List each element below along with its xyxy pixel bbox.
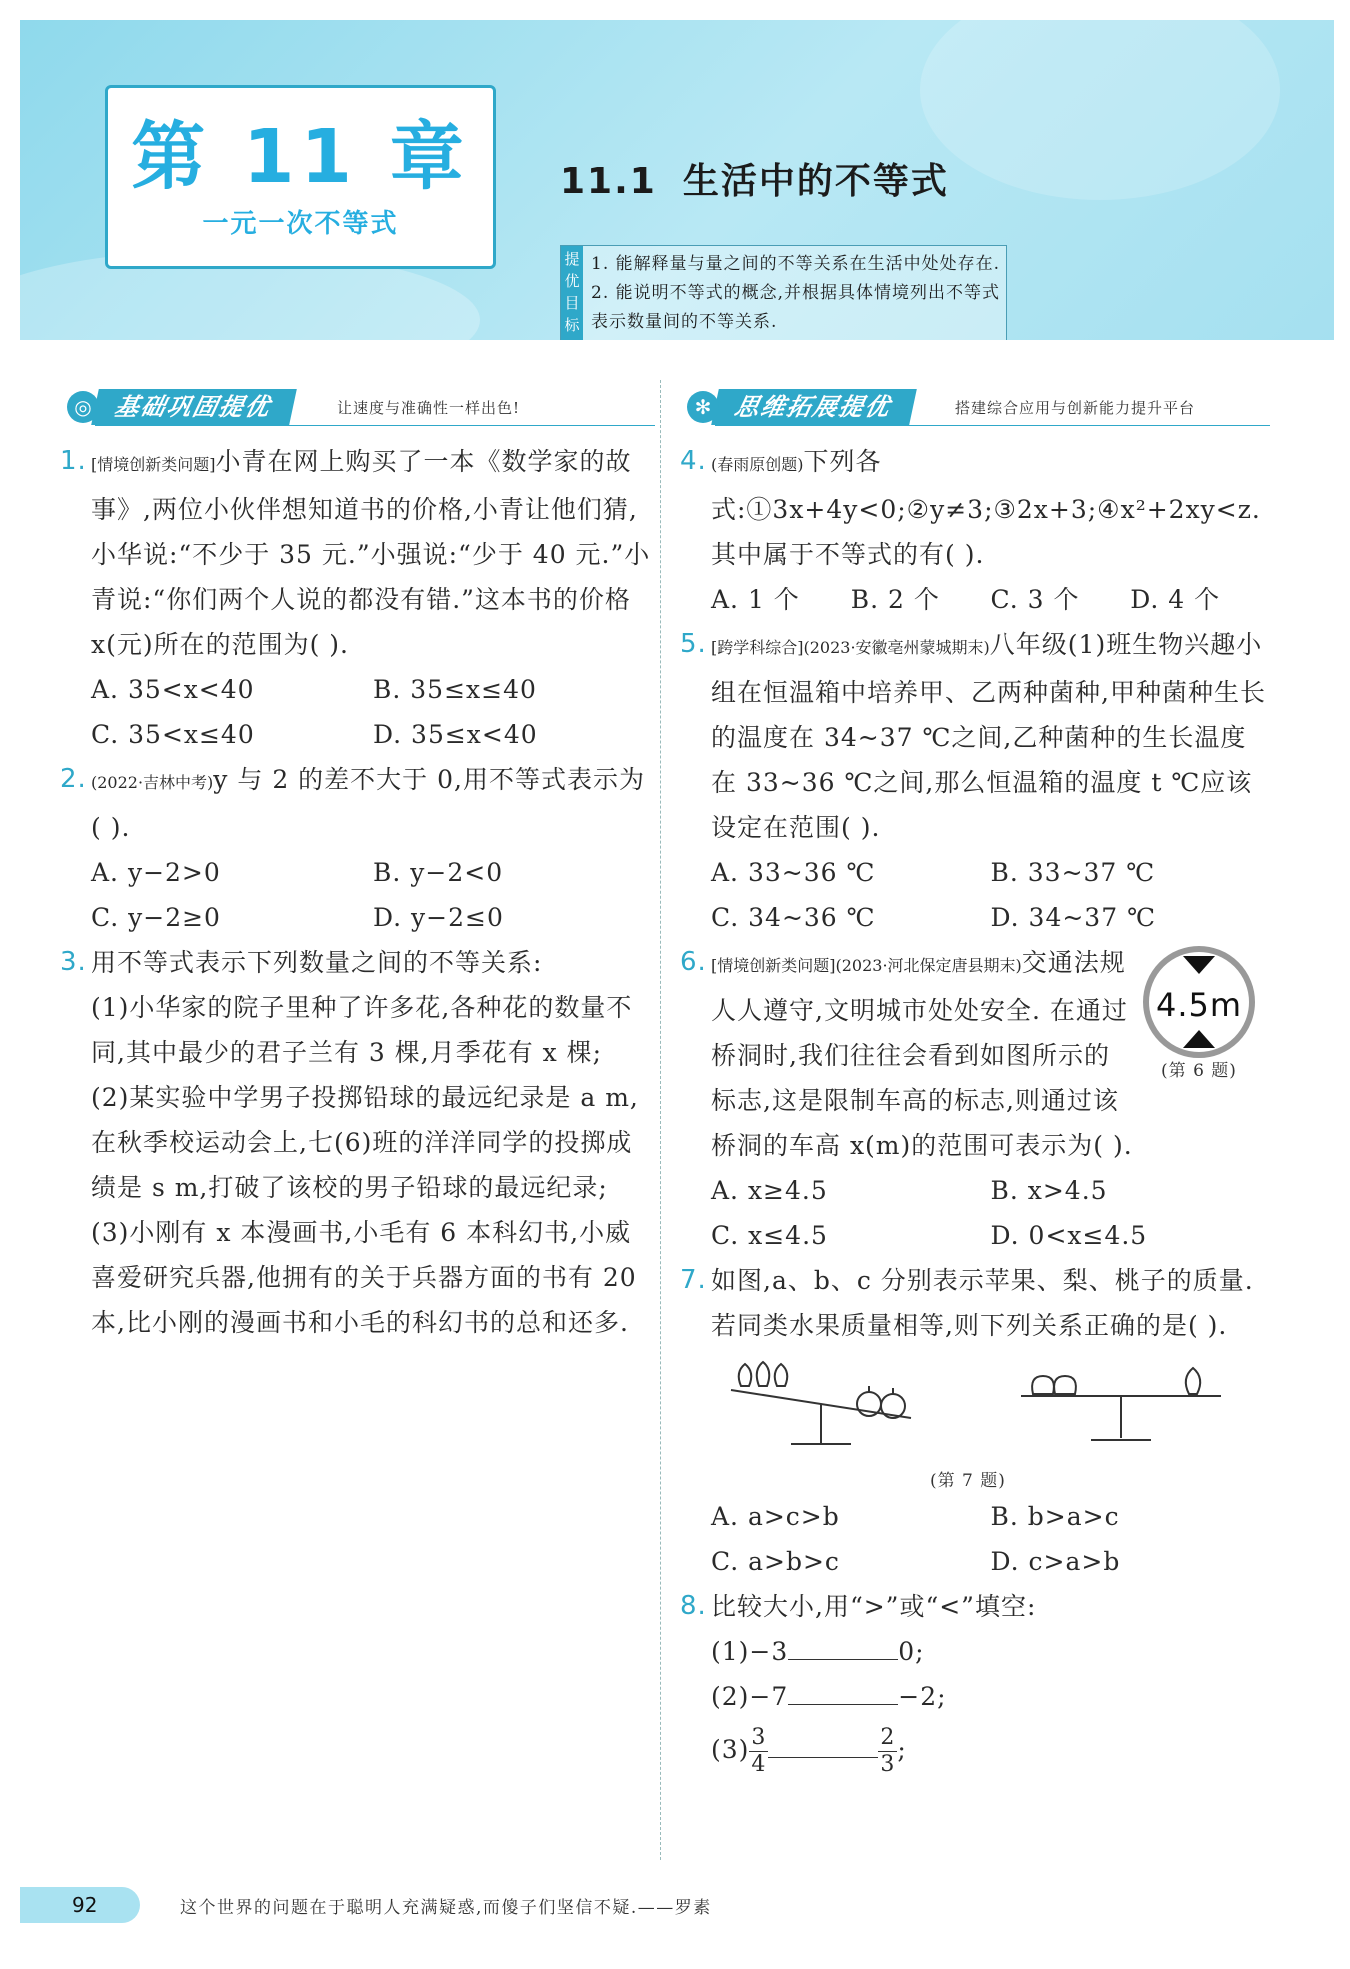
options [55,850,655,940]
fraction [749,1725,768,1778]
numerator: 2 [880,1725,896,1750]
option-d[interactable]: D. 4 个 [1130,585,1221,614]
fraction [878,1725,897,1778]
compare-item-1 [675,1629,1270,1674]
question-number: 6. [680,947,707,977]
question-text [675,439,1270,577]
section-note: 搭建综合应用与创新能力提升平台 [955,399,1196,417]
goals-text: 1. 能解释量与量之间的不等关系在生活中处处存在. 2. 能说明不等式的概念,并根据具体情境列出不等式表示数量间的不等关系. [591,254,1001,332]
compare-item-2 [675,1674,1270,1719]
answer-blank[interactable] [788,1637,898,1660]
question-source: [情境创新类问题](2023·河北保定唐县期末) [711,956,1022,975]
denominator: 3 [880,1752,896,1777]
section-title [560,153,949,204]
option-c[interactable]: C. 35<x≤40 [91,720,255,749]
question-source: [跨学科综合](2023·安徽亳州蒙城期末) [711,638,990,657]
question-part-2: (2)某实验中学男子投掷铅球的最远纪录是 a m,在秋季校运动会上,七(6)班的洋洋同学的投掷成绩是 s m,打破了该校的男子铅球的最远纪录; [91,1083,639,1202]
numerator: 3 [751,1725,767,1750]
learning-goals-box [560,245,1007,340]
question-8 [675,1584,1270,1778]
question-2 [55,757,655,940]
question-source: [情境创新类问题] [91,455,216,474]
question-number: 4. [680,446,707,476]
question-number: 1. [60,446,87,476]
question-body: 下列各式:①3x+4y<0;②y≠3;③2x+3;④x²+2xy<z. 其中属于不等式的有( ). [711,447,1261,569]
section-name: 生活中的不等式 [682,161,949,202]
footer-quote: 这个世界的问题在于聪明人充满疑惑,而傻子们坚信不疑.——罗素 [180,1898,712,1918]
question-text [55,757,655,850]
option-d[interactable]: D. y−2≤0 [373,903,504,932]
compare-left: (1)−3 [711,1637,789,1666]
option-d[interactable]: D. 0<x≤4.5 [990,1221,1148,1250]
chapter-subtitle: 一元一次不等式 [202,209,399,239]
question-text [675,622,1270,850]
option-a[interactable]: A. 35<x<40 [91,675,255,704]
target-icon: ◎ [67,391,99,423]
height-limit-figure [1140,946,1258,1084]
option-a[interactable]: A. y−2>0 [91,858,221,887]
question-number: 5. [680,629,707,659]
right-column [675,385,1270,1778]
options [675,1168,1270,1258]
question-source: (春雨原创题) [711,455,804,474]
question-7 [675,1258,1270,1584]
option-b[interactable]: B. 35≤x≤40 [373,675,537,704]
section-header-extension [675,385,1270,431]
header-underline [95,425,655,426]
question-part-3: (3)小刚有 x 本漫画书,小毛有 6 本科幻书,小威喜爱研究兵器,他拥有的关于兵器方面的书有 20 本,比小刚的漫画书和小毛的科幻书的总和还多. [91,1218,637,1337]
question-number: 8. [680,1591,707,1621]
chapter-banner [20,20,1334,340]
question-source: (2022·吉林中考) [91,773,214,792]
balance-scales-figure [711,1348,1270,1468]
option-c[interactable]: C. a>b>c [711,1547,840,1576]
figure-caption: (第 6 题) [1161,1061,1237,1081]
option-a[interactable]: A. 1 个 [711,585,800,614]
option-a[interactable]: A. a>c>b [711,1502,840,1531]
option-b[interactable]: B. 2 个 [850,585,940,614]
options [55,667,655,757]
section-badge: 基础巩固提优 [91,389,297,425]
option-a[interactable]: A. x≥4.5 [711,1176,828,1205]
option-c[interactable]: C. 3 个 [990,585,1080,614]
compare-right: −2; [898,1682,947,1711]
question-body: 交通法规人人遵守,文明城市处处安全. 在通过桥洞时,我们往往会看到如图所示的标志,这是限制车高的标志,则通过该桥洞的车高 x(m)的范围可表示为( ). [711,948,1133,1160]
arrow-up-icon [1183,1030,1215,1048]
sign-value: 4.5m [1155,986,1243,1024]
compare-right: ; [897,1735,907,1764]
goals-tag: 提优目标 [561,246,583,340]
question-body: 八年级(1)班生物兴趣小组在恒温箱中培养甲、乙两种菌种,甲种菌种生长的温度在 34~37 ℃之间,乙种菌种的生长温度在 33~36 ℃之间,那么恒温箱的温度 t ℃应该设定在范围( ). [711,630,1266,842]
question-body: 用不等式表示下列数量之间的不等关系: [91,948,543,977]
arrow-down-icon [1183,956,1215,974]
question-body: 如图,a、b、c 分别表示苹果、梨、桃子的质量. 若同类水果质量相等,则下列关系正确的是( ). [711,1266,1254,1340]
banner-decoration [920,20,1280,200]
height-limit-sign [1143,946,1255,1058]
page-footer [20,1875,1334,1935]
question-number: 2. [60,764,87,794]
option-b[interactable]: B. y−2<0 [373,858,504,887]
answer-blank[interactable] [768,1735,878,1758]
option-c[interactable]: C. y−2≥0 [91,903,221,932]
answer-blank[interactable] [788,1682,898,1705]
question-text [675,940,1270,1168]
column-divider [660,380,661,1860]
chapter-title: 第 11 章 [131,114,470,200]
header-underline [715,425,1270,426]
question-5 [675,622,1270,940]
question-1 [55,439,655,757]
question-number: 7. [680,1265,707,1295]
denominator: 4 [751,1752,767,1777]
option-c[interactable]: C. x≤4.5 [711,1221,828,1250]
option-b[interactable]: B. 33~37 ℃ [990,858,1156,887]
section-badge: 思维拓展提优 [711,389,917,425]
atom-icon: ✻ [687,391,719,423]
question-text [55,439,655,667]
option-b[interactable]: B. x>4.5 [990,1176,1108,1205]
option-d[interactable]: D. c>a>b [990,1547,1121,1576]
chapter-box [105,85,496,269]
option-c[interactable]: C. 34~36 ℃ [711,903,876,932]
compare-item-3 [675,1725,1270,1778]
compare-left: (2)−7 [711,1682,789,1711]
compare-label: (3) [711,1735,750,1764]
section-note: 让速度与准确性一样出色! [337,399,521,417]
options [675,850,1270,940]
balance-scales-drawing [711,1348,1251,1468]
question-body: 小青在网上购买了一本《数学家的故事》,两位小伙伴想知道书的价格,小青让他们猜,小华说:“不少于 35 元.”小强说:“少于 40 元.”小青说:“你们两个人说的都没有错.”这本书的价格 x(元)所在的范围为( ). [91,447,651,659]
options [675,577,1270,622]
question-body: 比较大小,用“>”或“<”填空: [711,1592,1037,1621]
section-header-basic [55,385,655,431]
option-a[interactable]: A. 33~36 ℃ [711,858,876,887]
options [675,1494,1270,1584]
question-body: y 与 2 的差不大于 0,用不等式表示为( ). [91,765,645,842]
option-b[interactable]: B. b>a>c [990,1502,1120,1531]
option-d[interactable]: D. 34~37 ℃ [990,903,1157,932]
option-d[interactable]: D. 35≤x<40 [373,720,538,749]
question-part-1: (1)小华家的院子里种了许多花,各种花的数量不同,其中最少的君子兰有 3 棵,月季花有 x 棵; [91,993,633,1067]
question-number: 3. [60,947,87,977]
question-4 [675,439,1270,622]
compare-right: 0; [898,1637,925,1666]
section-number: 11.1 [560,161,657,202]
question-3 [55,940,655,1345]
figure-caption: (第 7 题) [930,1471,1006,1491]
question-6 [675,940,1270,1258]
page-number: 92 [20,1887,140,1923]
left-column [55,385,655,1345]
